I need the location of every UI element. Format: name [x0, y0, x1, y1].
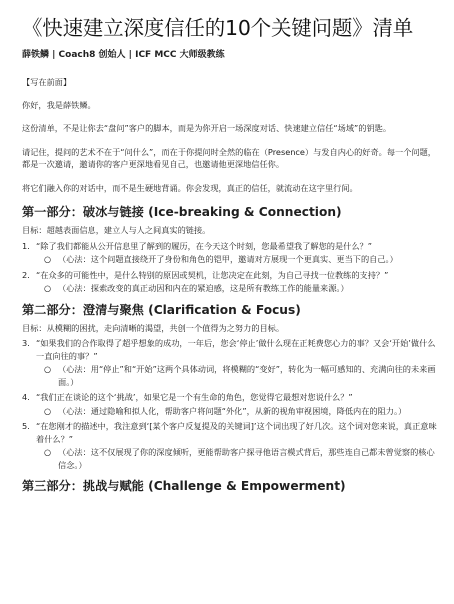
question-note [44, 363, 438, 388]
question-text: “我们正在谈论的这个‘挑战’，如果它是一个有生命的角色，您觉得它最想对您说什么？” [36, 392, 353, 402]
question-note [44, 405, 438, 418]
author-line: 薛铁鳞 | Coach8 创始人 | ICF MCC 大师级教练 [22, 50, 225, 60]
question-item [22, 337, 438, 362]
intro-paragraph-3: 将它们融入你的对话中，而不是生硬地背诵。你会发现，真正的信任，就流动在这字里行间。 [22, 182, 358, 193]
section-goal-2: 目标：从模糊的困扰，走向清晰的渴望，共创一个值得为之努力的目标。 [22, 322, 285, 333]
section-heading-3: 第三部分：挑战与赋能 (Challenge & Empowerment) [22, 479, 346, 493]
intro-paragraph-2: 请记住，提问的艺术不在于“问什么”，而在于你提问时全然的临在（Presence）与发自内心的好奇。每一个问题，都是一次邀请，邀请你的客户更深地看见自己，也邀请他更深地信任你。 [22, 146, 436, 169]
intro-paragraph-1: 这份清单，不是让你去“盘问”客户的脚本，而是为你开启一场深度对话、快速建立信任“场域”的钥匙。 [22, 123, 392, 133]
bullet-icon: ○ [44, 254, 52, 264]
note-text: （心法：通过隐喻和拟人化，帮助客户将问题“外化”，从新的视角审视困境，降低内在的阻力。） [58, 405, 407, 416]
question-text: “在您刚才的描述中，我注意到‘[某个客户反复提及的关键词]’这个词出现了好几次。这个词对您来说，真正意味着什么？” [36, 421, 437, 444]
question-item [22, 391, 438, 404]
question-number: 3. [22, 338, 30, 348]
question-note [44, 446, 438, 471]
section-heading-1: 第一部分：破冰与链接 (Ice-breaking & Connection) [22, 205, 342, 219]
bullet-icon: ○ [44, 447, 52, 457]
question-text: “除了我们都能从公开信息里了解到的履历，在今天这个时刻，您最希望我了解您的是什么？” [36, 240, 372, 251]
question-number: 1. [22, 240, 30, 251]
question-item [22, 420, 438, 445]
document-page [22, 0, 438, 494]
question-note [44, 282, 438, 295]
greeting: 你好，我是薛铁鳞。 [22, 99, 96, 110]
question-number: 2. [22, 269, 30, 280]
question-item [22, 269, 438, 282]
question-note [44, 253, 438, 266]
note-text: （心法：用“停止”和“开始”这两个具体动词，将模糊的“变好”，转化为一幅可感知的、充满向往的未来画面。） [58, 364, 436, 387]
question-text: “在众多的可能性中，是什么特别的原因或契机，让您决定在此刻，为自己寻找一位教练的支持？” [36, 269, 389, 280]
section-goal-1: 目标：超越表面信息，建立人与人之间真实的链接。 [22, 225, 211, 235]
question-item [22, 240, 438, 253]
note-text: （心法：探索改变的真正动因和内在的紧迫感，这是所有教练工作的能量来源。） [58, 283, 349, 293]
note-text: （心法：这不仅展现了你的深度倾听，更能帮助客户探寻他语言模式背后，那些连自己都未曾觉察的核心信念。） [58, 447, 435, 470]
bullet-icon: ○ [44, 364, 52, 374]
question-text: “如果我们的合作取得了超乎想象的成功，一年后，您会‘停止’做什么现在正耗费您心力的事？又会‘开始’做什么一直向往的事？” [36, 338, 436, 361]
section-heading-2: 第二部分：澄清与聚焦 (Clarification & Focus) [22, 302, 301, 317]
question-number: 4. [22, 392, 30, 402]
document-title: 《快速建立深度信任的10个关键问题》清单 [22, 16, 414, 40]
question-number: 5. [22, 421, 30, 431]
note-text: （心法：这个问题直接绕开了身份和角色的铠甲，邀请对方展现一个更真实、更当下的自己。） [58, 254, 398, 264]
preface-label: 【写在前面】 [22, 77, 72, 87]
bullet-icon: ○ [44, 405, 52, 416]
bullet-icon: ○ [44, 283, 52, 293]
